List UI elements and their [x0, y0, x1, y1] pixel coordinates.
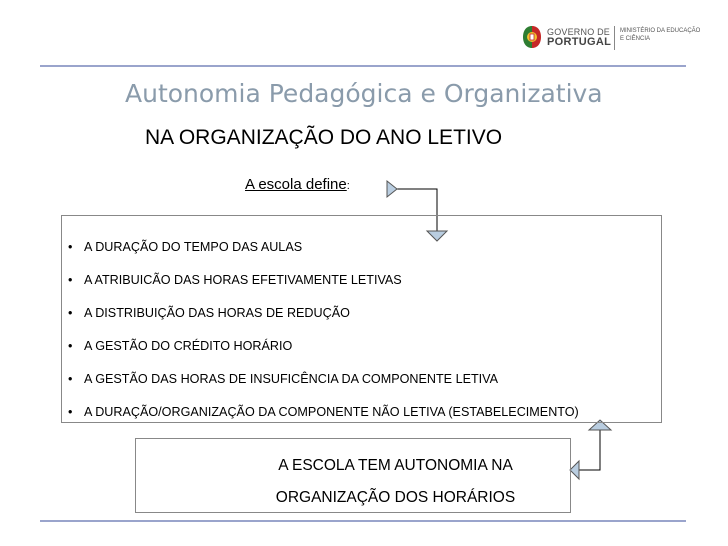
conclusion-box — [135, 438, 571, 513]
list-item — [62, 371, 579, 404]
bullet: • — [68, 273, 73, 287]
list-item-text: A ATRIBUICÃO DAS HORAS EFETIVAMENTE LETIVAS — [84, 273, 402, 287]
list-item — [62, 239, 579, 272]
bullet: • — [68, 372, 73, 386]
list-item-text: A GESTÃO DO CRÉDITO HORÁRIO — [84, 339, 293, 353]
define-colon: : — [346, 180, 350, 192]
list-item-text: A DURAÇÃO DO TEMPO DAS AULAS — [84, 240, 303, 254]
slide-title: Autonomia Pedagógica e Organizativa — [125, 79, 603, 108]
ministry-line1: MINISTÉRIO DA EDUCAÇÃO — [620, 28, 701, 34]
items-list — [62, 239, 579, 437]
list-item — [62, 272, 579, 305]
ministry-line2: E CIÊNCIA — [620, 36, 651, 42]
list-item-text: A GESTÃO DAS HORAS DE INSUFICÊNCIA DA COMPONENTE LETIVA — [84, 372, 499, 386]
list-item-text: A DURAÇÃO/ORGANIZAÇÃO DA COMPONENTE NÃO LETIVA (ESTABELECIMENTO) — [84, 405, 579, 419]
bottom-divider — [40, 520, 686, 522]
bullet: • — [68, 240, 73, 254]
bullet: • — [68, 306, 73, 320]
bullet: • — [68, 405, 73, 419]
logo-line1: GOVERNO DE — [547, 27, 611, 37]
list-item-text: A DISTRIBUIÇÃO DAS HORAS DE REDUÇÃO — [84, 306, 350, 320]
arrow-right-icon — [387, 181, 397, 197]
slide-subtitle: NA ORGANIZAÇÃO DO ANO LETIVO — [145, 126, 503, 149]
items-box — [61, 215, 662, 423]
bullet: • — [68, 339, 73, 353]
conclusion-line2: ORGANIZAÇÃO DOS HORÁRIOS — [275, 489, 516, 506]
logo-line2: PORTUGAL — [547, 36, 612, 48]
conclusion-line1: A ESCOLA TEM AUTONOMIA NA — [278, 457, 513, 474]
list-item — [62, 305, 579, 338]
define-text: A escola define — [245, 176, 347, 193]
list-item — [62, 338, 579, 371]
list-item — [62, 404, 579, 437]
